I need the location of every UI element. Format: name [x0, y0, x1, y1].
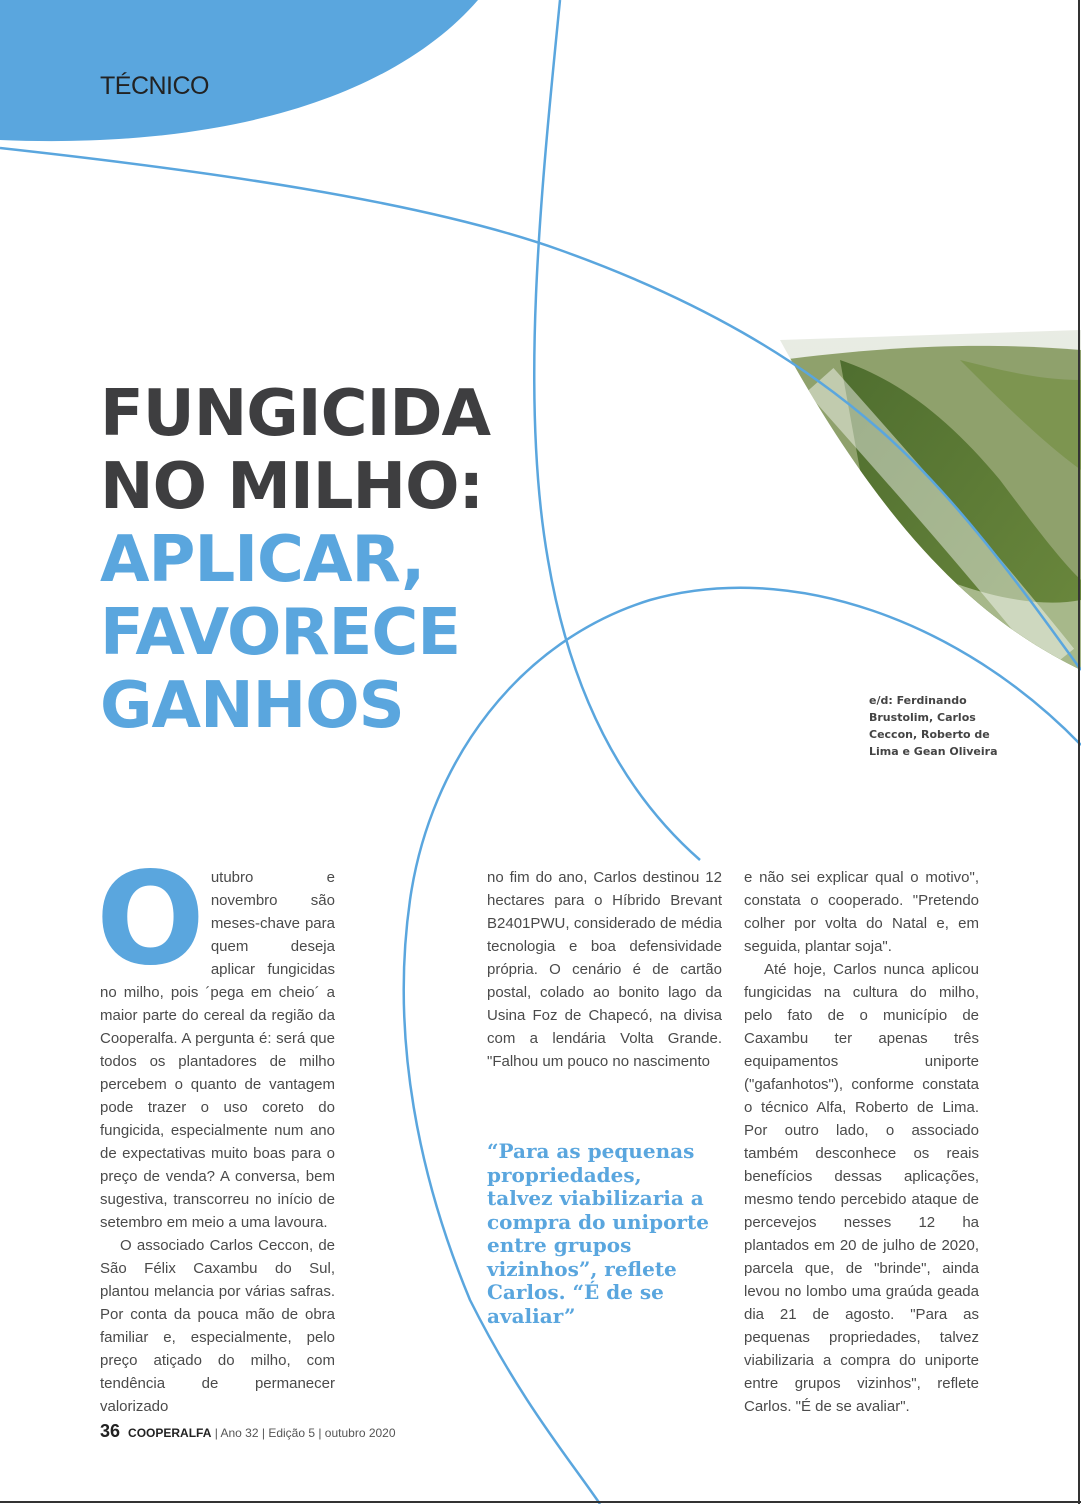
headline-line: FAVORECE	[100, 596, 461, 670]
article-paragraph	[96, 845, 335, 1234]
pull-quote: “Para as pequenas propriedades, talvez viabilizaria a compra do uniporte entre grupos vizinhos”, reflete Carlos. “É de se avaliar”	[487, 1139, 709, 1328]
drop-cap: O	[96, 845, 205, 994]
page-footer	[100, 1421, 396, 1442]
headline-line: APLICAR,	[100, 523, 425, 597]
issue-details: | Ano 32 | Edição 5 | outubro 2020	[211, 1426, 396, 1440]
headline-line: GANHOS	[100, 669, 404, 743]
landscape-photo	[770, 320, 1081, 690]
article-column-3	[744, 866, 979, 1418]
headline-line: NO MILHO:	[100, 450, 484, 524]
article-column-1	[96, 845, 335, 1418]
magazine-brand: COOPERALFA	[128, 1426, 212, 1440]
page-number: 36	[100, 1421, 121, 1441]
article-column-2	[487, 866, 722, 1073]
photo-caption: e/d: Ferdinando Brustolim, Carlos Ceccon, Roberto de Lima e Gean Oliveira	[869, 694, 998, 758]
blue-corner-shape	[0, 0, 478, 141]
article-paragraph: O associado Carlos Ceccon, de São Félix Caxambu do Sul, plantou melancia por várias safras. Por conta da pouca mão de obra familiar e, especialmente, pelo preço atiçado do milho, com tendência de permanecer valorizado	[100, 1237, 335, 1415]
article-paragraph: no fim do ano, Carlos destinou 12 hectares para o Híbrido Brevant B2401PWU, considerado de média tecnologia e boa defensividade própria. O cenário é de cartão postal, colado ao bonito lago da Usina Foz de Chapecó, na divisa com a lendária Volta Grande. "Falhou um pouco no nascimento	[487, 869, 722, 1070]
article-paragraph: Até hoje, Carlos nunca aplicou fungicidas na cultura do milho, pelo fato de o município de Caxambu ter apenas três equipamentos uniporte ("gafanhotos"), conforme constata o técnico Alfa, Roberto de Lima. Por outro lado, o associado também desconhece os reais benefícios dessas aplicações, mesmo tendo percebido ataque de percevejos nesses 12 ha plantados em 20 de julho de 2020, parcela que, de "brinde", ainda levou no lombo uma graúda geada dia 21 de agosto. "Para as pequenas propriedades, talvez viabilizaria a compra do uniporte entre grupos vizinhos", reflete Carlos. "É de se avaliar".	[744, 961, 979, 1415]
paragraph-text: utubro e novembro são meses-chave para quem deseja aplicar fungicidas no milho, pois ´pega em cheio´ a maior parte do cereal da região da Cooperalfa. A pergunta é: será que todos os plantadores de milho percebem o quanto de vantagem pode trazer o uso coreto do fungicida, especialmente num ano de expectativas muito boas para o preço de venda? A conversa, bem sugestiva, transcorreu no início de setembro em meio a uma lavoura.	[100, 869, 335, 1231]
headline	[100, 378, 560, 743]
headline-line: FUNGICIDA	[100, 377, 491, 451]
section-label: TÉCNICO	[100, 72, 209, 100]
article-paragraph: e não sei explicar qual o motivo", constata o cooperado. "Pretendo colher por volta do Natal e, em seguida, plantar soja".	[744, 869, 979, 955]
